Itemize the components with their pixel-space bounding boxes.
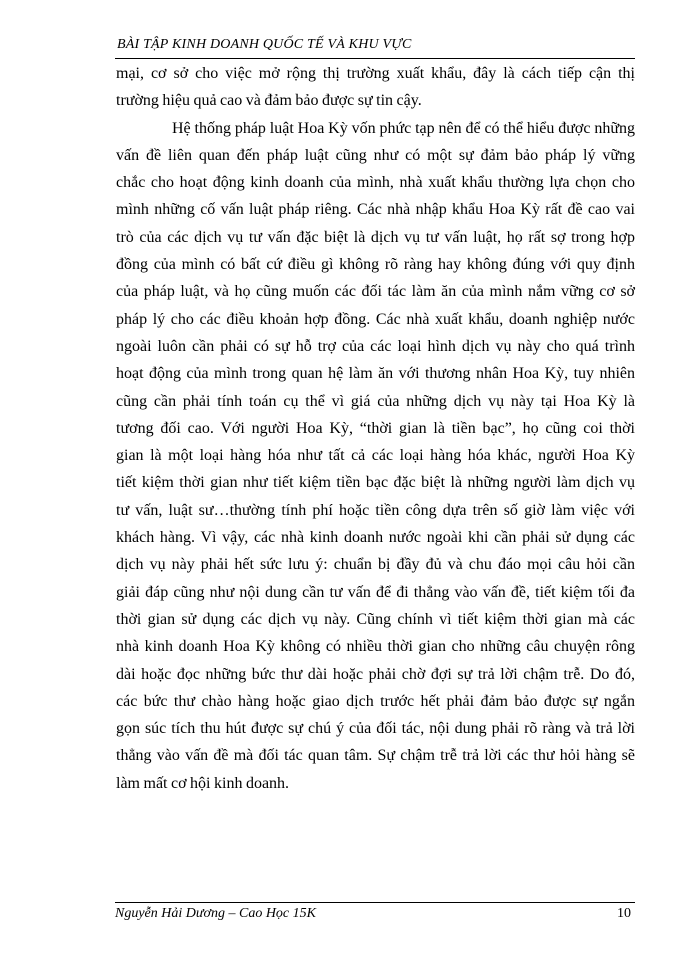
text-line: đồng của mình có bất cứ điều gì không rõ ràng hay không đúng với quy định (116, 256, 635, 274)
text-line: làm mất cơ hội kinh doanh. (116, 774, 290, 792)
text-line: vấn đề liên quan đến pháp luật cũng như có một sự đảm bảo pháp lý vững (116, 146, 635, 164)
text-line: nhà kinh doanh Hoa Kỳ không có nhiều thời gian cho những câu chuyện rông (116, 638, 635, 656)
text-line: giải đáp cũng như nội dung cần tư vấn để đi thẳng vào vấn đề, tiết kiệm tối đa (116, 583, 635, 601)
text-line: mại, cơ sở cho việc mở rộng thị trường xuất khẩu, đây là cách tiếp cận thị (116, 65, 635, 82)
text-line: Hệ thống pháp luật Hoa Kỳ vốn phức tạp nên để có thể hiểu được những (172, 119, 635, 137)
text-line: dài hoặc đọc những bức thư dài hoặc phải chờ đợi sự trả lời chậm trễ. Do đó, (116, 665, 635, 683)
text-line: gọn súc tích thu hút được sự chú ý của đối tác, nội dung phải rõ ràng và trả lời (116, 720, 635, 738)
header-title: BÀI TẬP KINH DOANH QUỐC TẾ VÀ KHU VỰC (117, 37, 412, 52)
text-line: dịch vụ này phải hết sức lưu ý: chuẩn bị đầy đủ và chu đáo mọi câu hỏi cần (116, 556, 635, 574)
text-line: thẳng vào vấn đề mà đối tác quan tâm. Sự chậm trễ trả lời các thư hỏi hàng sẽ (116, 747, 635, 765)
text-line: tương đối cao. Với người Hoa Kỳ, “thời gian là tiền bạc”, họ cũng coi thời (116, 419, 635, 437)
page-number: 10 (617, 906, 631, 921)
text-line: pháp lý cho các điều khoản hợp đồng. Các nhà xuất khẩu, doanh nghiệp nước (116, 310, 635, 328)
page-header (115, 36, 635, 59)
text-line: trường hiệu quả cao và đảm bảo được sự tin cậy. (116, 92, 422, 110)
page-footer (115, 902, 635, 927)
text-line: các bức thư chào hàng hoặc giao dịch trước hết phải đảm bảo được sự ngắn (116, 692, 635, 710)
text-line: trò của các dịch vụ tư vấn đặc biệt là dịch vụ tư vấn luật, họ rất sợ trong hợp (116, 228, 635, 246)
text-line: hoạt động của mình trong quan hệ làm ăn với thương nhân Hoa Kỳ, tuy nhiên (116, 365, 635, 383)
body-text (116, 60, 635, 797)
text-line: chắc cho hoạt động kinh doanh của mình, nhà xuất khẩu thường lựa chọn cho (116, 174, 635, 192)
text-line: cũng cần phải tính toán cụ thể vì giá của những dịch vụ này tại Hoa Kỳ là (116, 392, 635, 410)
text-line: khách hàng. Vì vậy, các nhà kinh doanh nước ngoài khi cần phải sử dụng các (116, 529, 635, 547)
text-line: mình những cố vấn luật pháp riêng. Các nhà nhập khẩu Hoa Kỳ rất đề cao vai (116, 201, 635, 219)
text-line: gian là một loại hàng hóa như tất cả các loại hàng hóa khác, người Hoa Kỳ (116, 447, 635, 465)
text-line: ngoài luôn cần phải có sự hỗ trợ của các loại hình dịch vụ này cho quá trình (116, 337, 635, 355)
text-line: thời gian sử dụng các dịch vụ này. Cũng chính vì tiết kiệm thời gian mà các (116, 610, 635, 628)
text-line: tư vấn, luật sư…thường tính phí hoặc tiền công dựa trên số giờ làm việc với (116, 501, 635, 519)
text-line: của pháp luật, và họ cũng muốn các đối tác làm ăn của mình nắm vững cơ sở (116, 283, 635, 301)
text-line: tiết kiệm thời gian như tiết kiệm tiền bạc đặc biệt là những người làm dịch vụ (116, 474, 635, 492)
footer-author: Nguyễn Hải Dương – Cao Học 15K (115, 906, 316, 921)
